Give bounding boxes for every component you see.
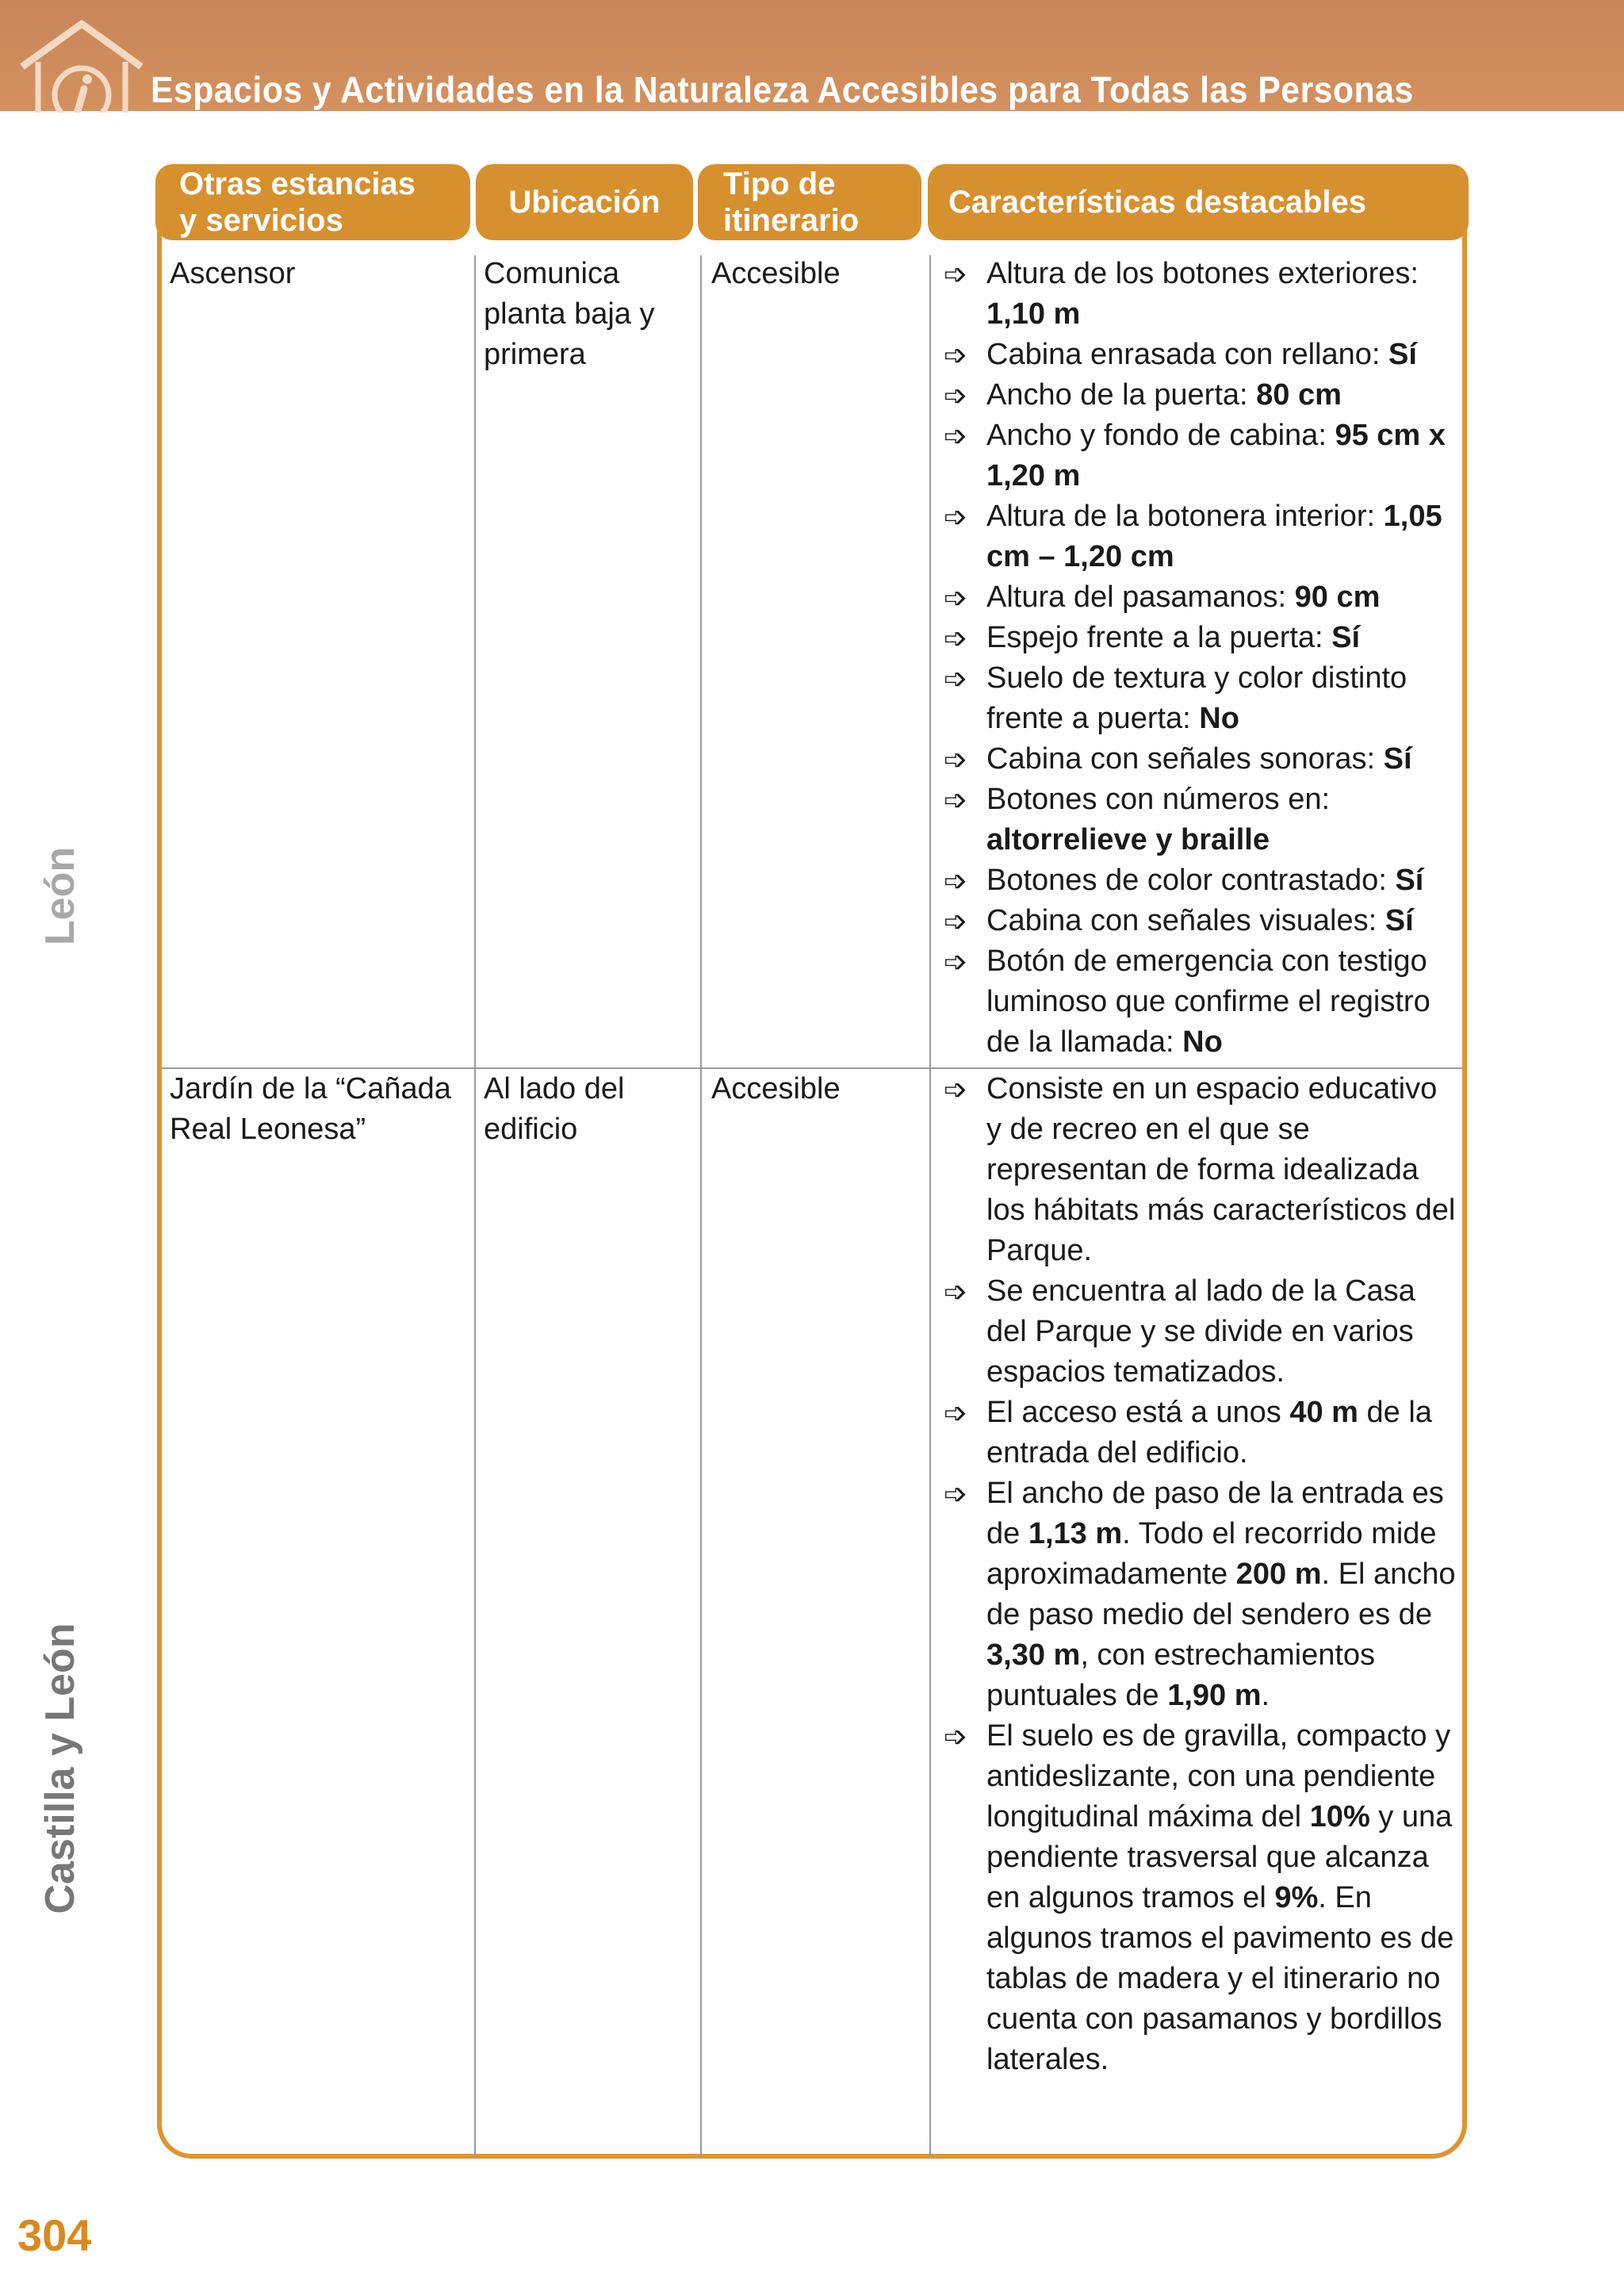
arrow-right-icon: ➩ bbox=[944, 784, 968, 816]
arrow-right-icon: ➩ bbox=[944, 864, 968, 897]
row-jardin-location: Al lado del edificio bbox=[484, 1072, 625, 1146]
feature-item bbox=[944, 860, 1459, 901]
feature-text: Espejo frente a la puerta: bbox=[986, 621, 1332, 654]
feature-item bbox=[944, 577, 1459, 618]
feature-item bbox=[944, 1716, 1459, 2080]
feature-text: Consiste en un espacio educativo y de recreo en el que se representan de forma idealizada los hábitats más característicos del Parque. bbox=[986, 1072, 1456, 1267]
feature-text: Botones con números en: bbox=[986, 783, 1331, 816]
feature-text: Botones de color contrastado: bbox=[986, 864, 1396, 897]
house-info-icon bbox=[14, 17, 149, 113]
page-number: 304 bbox=[17, 2210, 92, 2260]
feature-item bbox=[944, 1069, 1459, 1271]
feature-item bbox=[944, 1271, 1459, 1393]
feature-item bbox=[944, 618, 1459, 658]
feature-item bbox=[944, 658, 1459, 739]
feature-item bbox=[944, 1393, 1459, 1473]
row-ascensor-location: Comunica planta baja y primera bbox=[484, 257, 655, 371]
feature-value: 1,10 m bbox=[986, 297, 1081, 331]
feature-value: Sí bbox=[1385, 904, 1414, 937]
feature-item bbox=[944, 901, 1459, 941]
feature-value: 40 m bbox=[1289, 1396, 1358, 1429]
feature-value: 200 m bbox=[1235, 1558, 1322, 1591]
row-ascensor-type: Accesible bbox=[711, 257, 841, 290]
arrow-right-icon: ➩ bbox=[944, 622, 968, 654]
feature-value: Sí bbox=[1395, 864, 1424, 897]
feature-value: 10% bbox=[1309, 1800, 1370, 1833]
feature-text: , con estrechamientos puntuales de bbox=[986, 1638, 1376, 1712]
arrow-right-icon: ➩ bbox=[944, 1720, 968, 1753]
arrow-right-icon: ➩ bbox=[944, 379, 968, 412]
feature-value: Sí bbox=[1331, 621, 1361, 654]
feature-text: Altura de los botones exteriores: bbox=[986, 257, 1419, 290]
feature-text: de la entrada del edificio. bbox=[986, 1396, 1432, 1469]
row-jardin-features bbox=[944, 1069, 1459, 2080]
arrow-right-icon: ➩ bbox=[944, 945, 968, 978]
feature-text: . El ancho de paso medio del sendero es de bbox=[986, 1558, 1456, 1631]
arrow-right-icon: ➩ bbox=[944, 1073, 968, 1105]
feature-text: El suelo es de gravilla, compacto y antideslizante, con una pendiente longitudinal máxima del bbox=[986, 1719, 1451, 1833]
feature-item bbox=[944, 941, 1459, 1063]
arrow-right-icon: ➩ bbox=[944, 420, 968, 452]
feature-text: El acceso está a unos bbox=[986, 1396, 1290, 1429]
feature-text: Cabina con señales sonoras: bbox=[986, 742, 1384, 776]
feature-value: 9% bbox=[1274, 1881, 1319, 1914]
feature-text: Ancho de la puerta: bbox=[986, 378, 1257, 412]
feature-text: Cabina enrasada con rellano: bbox=[986, 338, 1389, 371]
side-label-region: León bbox=[37, 846, 83, 946]
feature-item bbox=[944, 375, 1459, 416]
column-header-caracteristicas: Características destacables bbox=[928, 164, 1469, 240]
feature-item bbox=[944, 254, 1459, 335]
column-divider bbox=[474, 255, 476, 2157]
arrow-right-icon: ➩ bbox=[944, 1477, 968, 1510]
feature-text: . Todo el recorrido mide aproximadamente bbox=[986, 1517, 1437, 1591]
feature-text: Ancho y fondo de cabina: bbox=[986, 419, 1335, 452]
column-header-otras-estancias: Otras estancias y servicios bbox=[155, 164, 470, 240]
arrow-right-icon: ➩ bbox=[944, 500, 968, 533]
feature-value: 3,30 m bbox=[986, 1638, 1081, 1672]
arrow-right-icon: ➩ bbox=[944, 1275, 968, 1308]
feature-text: y una pendiente trasversal que alcanza en algunos tramos el bbox=[986, 1800, 1453, 1914]
column-header-ubicacion: Ubicación bbox=[476, 164, 693, 240]
feature-text: Botón de emergencia con testigo luminoso que confirme el registro de la llamada: bbox=[986, 945, 1431, 1059]
feature-value: 1,90 m bbox=[1167, 1679, 1262, 1712]
feature-text: . bbox=[1261, 1679, 1270, 1712]
feature-value: No bbox=[1199, 702, 1239, 735]
feature-item bbox=[944, 416, 1459, 496]
arrow-right-icon: ➩ bbox=[944, 662, 968, 695]
feature-item bbox=[944, 739, 1459, 780]
feature-text: Suelo de textura y color distinto frente a puerta: bbox=[986, 661, 1408, 735]
feature-text: Se encuentra al lado de la Casa del Parque y se divide en varios espacios tematizados. bbox=[986, 1274, 1415, 1389]
arrow-right-icon: ➩ bbox=[944, 1397, 968, 1429]
feature-value: 80 cm bbox=[1256, 378, 1342, 412]
arrow-right-icon: ➩ bbox=[944, 581, 968, 614]
feature-value: 90 cm bbox=[1294, 580, 1381, 614]
feature-value: altorrelieve y braille bbox=[986, 823, 1270, 856]
row-jardin-type: Accesible bbox=[711, 1072, 841, 1105]
arrow-right-icon: ➩ bbox=[944, 339, 968, 371]
feature-text: Altura del pasamanos: bbox=[986, 580, 1295, 614]
column-divider bbox=[929, 255, 931, 2157]
feature-value: 1,13 m bbox=[1028, 1517, 1123, 1550]
feature-item bbox=[944, 496, 1459, 577]
feature-list bbox=[944, 1069, 1459, 2080]
feature-text: . En algunos tramos el pavimento es de tablas de madera y el itinerario no cuenta con pasamanos y bordillos laterales. bbox=[986, 1881, 1454, 2076]
feature-text: Altura de la botonera interior: bbox=[986, 500, 1384, 533]
arrow-right-icon: ➩ bbox=[944, 905, 968, 937]
feature-text: Cabina con señales visuales: bbox=[986, 904, 1385, 937]
side-label-community: Castilla y León bbox=[37, 1623, 83, 1914]
feature-value: No bbox=[1182, 1025, 1223, 1059]
feature-value: 95 cm x 1,20 m bbox=[986, 419, 1446, 492]
feature-text: El ancho de paso de la entrada es de bbox=[986, 1477, 1444, 1550]
feature-value: Sí bbox=[1383, 742, 1412, 776]
row-ascensor-features bbox=[944, 254, 1459, 1063]
row-jardin-name: Jardín de la “Cañada Real Leonesa” bbox=[170, 1072, 451, 1146]
feature-value: Sí bbox=[1388, 338, 1417, 371]
feature-value: 1,05 cm – 1,20 cm bbox=[986, 500, 1442, 573]
feature-item bbox=[944, 335, 1459, 375]
column-divider bbox=[700, 255, 702, 2157]
page-header-title: Espacios y Actividades en la Naturaleza Accesibles para Todas las Personas bbox=[151, 69, 1414, 110]
column-header-tipo-itinerario: Tipo de itinerario bbox=[698, 164, 921, 240]
row-ascensor-name: Ascensor bbox=[170, 257, 296, 290]
arrow-right-icon: ➩ bbox=[944, 743, 968, 776]
feature-item bbox=[944, 780, 1459, 860]
feature-item bbox=[944, 1473, 1459, 1716]
feature-list bbox=[944, 254, 1459, 1063]
arrow-right-icon: ➩ bbox=[944, 258, 968, 290]
